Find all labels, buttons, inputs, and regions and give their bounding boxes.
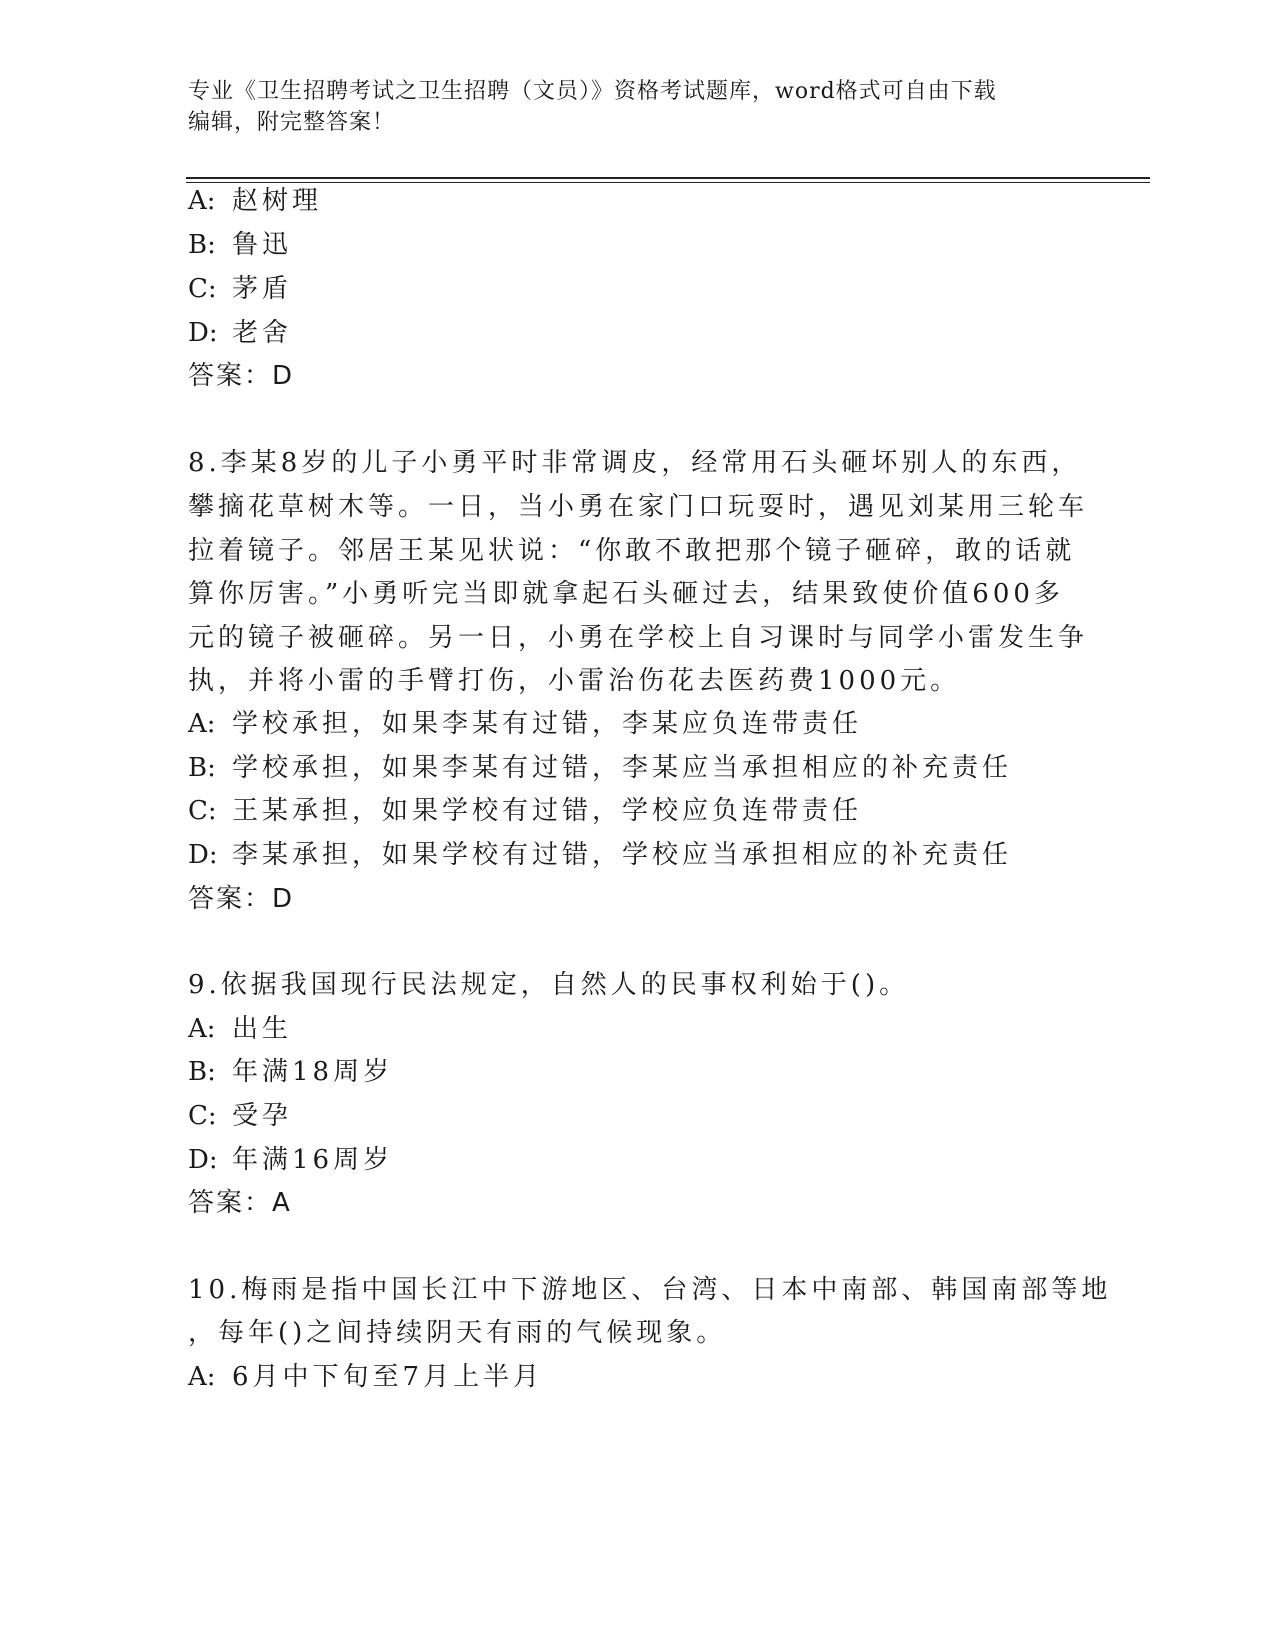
header-line-2: 编辑，附完整答案！ [188, 110, 396, 135]
q9-option-a: A: 出生 [188, 1014, 293, 1044]
q8-option-d: D: 李某承担，如果学校有过错，学校应当承担相应的补充责任 [188, 840, 1013, 870]
q9-option-d: D: 年满16周岁 [188, 1145, 394, 1175]
q9-stem-line-1: 9.依据我国现行民法规定，自然人的民事权利始于()。 [188, 970, 910, 1000]
q9-option-b: B: 年满18周岁 [188, 1057, 394, 1087]
q7-option-b: B: 鲁迅 [188, 230, 293, 260]
header-divider-thick [186, 177, 1150, 179]
document-header [188, 76, 1088, 138]
q7-option-a: A: 赵树理 [188, 186, 323, 216]
header-line-1: 专业《卫生招聘考试之卫生招聘（文员）》资格考试题库，word格式可自由下载 [188, 79, 997, 104]
q10-stem-line-1: 10.梅雨是指中国长江中下游地区、台湾、日本中南部、韩国南部等地 [188, 1275, 1112, 1305]
q7-option-c: C: 茅盾 [188, 274, 293, 304]
q8-answer: 答案：D [188, 884, 295, 914]
q8-stem-line-4: 算你厉害。”小勇听完当即就拿起石头砸过去，结果致使价值600多 [188, 579, 1064, 609]
q7-answer: 答案：D [188, 361, 295, 391]
q8-option-b: B: 学校承担，如果李某有过错，李某应当承担相应的补充责任 [188, 753, 1013, 783]
q8-stem-line-1: 8.李某8岁的儿子小勇平时非常调皮，经常用石头砸坏别人的东西， [188, 448, 1082, 478]
q9-answer: 答案：A [188, 1188, 292, 1218]
q8-stem-line-6: 执，并将小雷的手臂打伤，小雷治伤花去医药费1000元。 [188, 666, 961, 696]
q8-option-c: C: 王某承担，如果学校有过错，学校应负连带责任 [188, 796, 863, 826]
q9-option-c: C: 受孕 [188, 1101, 293, 1131]
q8-stem-line-3: 拉着镜子。邻居王某见状说：“你敢不敢把那个镜子砸碎，敢的话就 [188, 536, 1076, 566]
q10-stem-line-2: ，每年()之间持续阴天有雨的气候现象。 [188, 1318, 727, 1348]
q8-stem-line-2: 攀摘花草树木等。一日，当小勇在家门口玩耍时，遇见刘某用三轮车 [188, 492, 1089, 522]
q7-option-d: D: 老舍 [188, 318, 293, 348]
header-divider-thin [186, 182, 1150, 183]
q8-option-a: A: 学校承担，如果李某有过错，李某应负连带责任 [188, 709, 863, 739]
q8-stem-line-5: 元的镜子被砸碎。另一日，小勇在学校上自习课时与同学小雷发生争 [188, 623, 1089, 653]
q10-option-a: A: 6月中下旬至7月上半月 [188, 1362, 544, 1392]
